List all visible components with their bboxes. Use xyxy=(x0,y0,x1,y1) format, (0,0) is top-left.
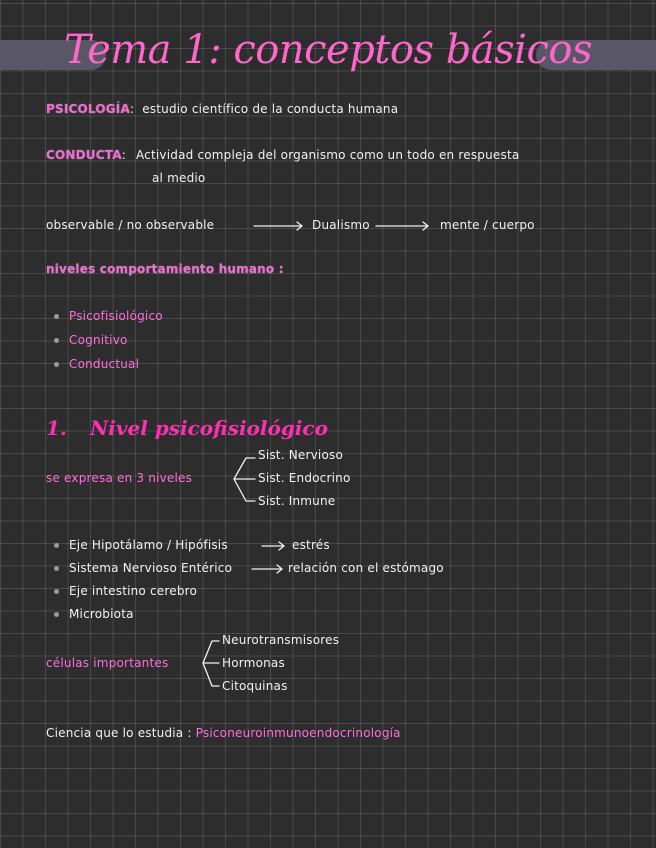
flow-item-mente-cuerpo: mente / cuerpo xyxy=(440,218,535,232)
branch-bracket-icon xyxy=(203,641,219,686)
expresa-branch: Sist. Nervioso xyxy=(258,448,344,462)
niveles-item-text: Cognitivo xyxy=(69,333,128,347)
flow-item-dualismo: Dualismo xyxy=(312,218,370,232)
psicologia-sep: : xyxy=(129,102,135,116)
expresa-branch: Sist. Inmune xyxy=(258,494,336,508)
niveles-item-text: Conductual xyxy=(69,357,140,371)
page-title: Tema 1: conceptos básicos xyxy=(64,27,592,73)
ciencia-label: Ciencia que lo estudia : xyxy=(46,726,192,740)
psicologia-definition: estudio científico de la conducta humana xyxy=(142,102,399,116)
psicologia-term: PSICOLOGÍA xyxy=(46,102,130,116)
arrow-right-icon xyxy=(262,542,284,550)
conducta-definition-line1: Actividad compleja del organismo como un todo en respuesta xyxy=(135,148,520,162)
branch-bracket-icon xyxy=(234,458,255,501)
bullet-text: Eje Hipotálamo / Hipófisis xyxy=(69,538,228,552)
celulas-label: células importantes xyxy=(46,656,169,670)
niveles-heading: niveles comportamiento humano : xyxy=(46,262,284,276)
niveles-item-text: Psicofisiológico xyxy=(69,309,163,323)
section-number: 1. xyxy=(46,416,67,440)
arrow-right-icon xyxy=(254,222,302,230)
bullet-text: Microbiota xyxy=(69,607,134,621)
ciencia-value: Psiconeuroinmunoendocrinología xyxy=(195,726,401,740)
arrow-right-icon xyxy=(376,222,428,230)
expresa-branch: Sist. Endocrino xyxy=(258,471,351,485)
bullet-text: Sistema Nervioso Entérico xyxy=(69,561,233,575)
celulas-branch: Neurotransmisores xyxy=(222,633,340,647)
conducta-definition-line2: al medio xyxy=(152,171,206,185)
bullet-target: estrés xyxy=(292,538,330,552)
conducta-sep: : xyxy=(121,148,126,162)
bullet-target: relación con el estómago xyxy=(288,561,444,575)
section-heading: Nivel psicofisiológico xyxy=(90,416,328,440)
expresa-label: se expresa en 3 niveles xyxy=(46,471,193,485)
celulas-branch: Hormonas xyxy=(222,656,285,670)
arrow-right-icon xyxy=(252,565,282,573)
celulas-branch: Citoquinas xyxy=(222,679,288,693)
conducta-term: CONDUCTA xyxy=(46,148,122,162)
bullet-text: Eje intestino cerebro xyxy=(69,584,198,598)
flow-item-observable: observable / no observable xyxy=(46,218,215,232)
